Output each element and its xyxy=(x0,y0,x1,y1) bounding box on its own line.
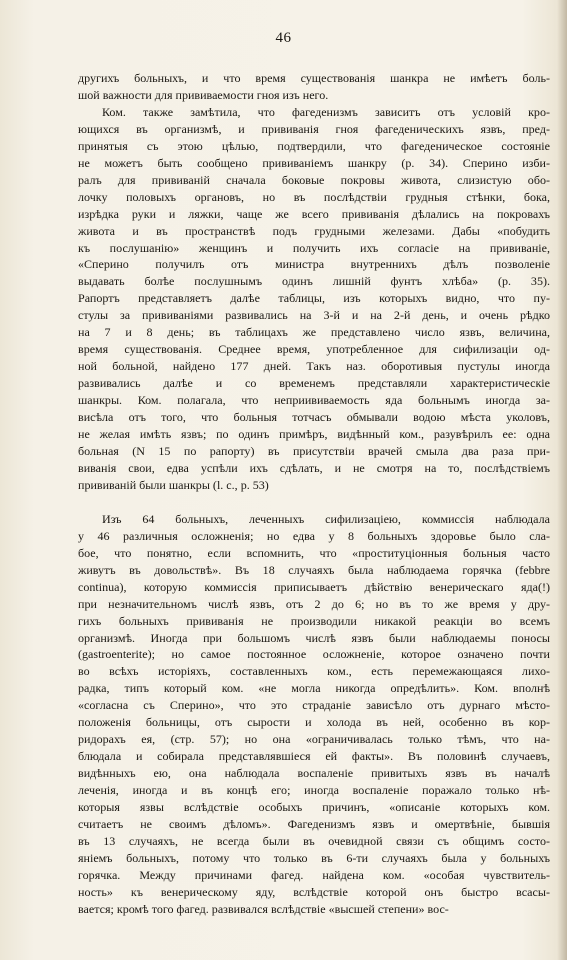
text-line: лочку половыхъ органовъ, но въ послѣдствіи грудныя стѣнки, бока, xyxy=(78,189,550,204)
text-line: ной больной, найдено 177 дней. Такъ наз. оборотивыя пустулы иногда xyxy=(78,359,550,374)
text-line: висѣла отъ того, что больныя тотчасъ обмывали водою мѣста уколовъ, xyxy=(78,410,550,425)
body-text xyxy=(78,70,550,918)
text-line: «согласна съ Сперино», что это страданіе зависѣло отъ дурнаго мѣсто- xyxy=(78,698,550,713)
text-line: горячка. Между причинами фагед. найдена ком. «особая чувствитель- xyxy=(78,867,550,882)
text-line: Ком. также замѣтила, что фагеденизмъ зависитъ отъ условій кро- xyxy=(102,104,550,119)
text-line: радка, типъ который ком. «не могла никогда опредѣлить». Ком. вполнѣ xyxy=(78,681,550,696)
text-line: положенія больницы, отъ сырости и холода въ ней, особенно въ кор- xyxy=(78,715,550,730)
page-edge-shadow xyxy=(557,0,567,960)
text-line: continua), которую коммиссія приписываетъ дѣйствію венерическаго яда(!) xyxy=(78,579,550,594)
text-line: виванія свои, едва успѣли ихъ сдѣлать, и не смотря на то, послѣдствіемъ xyxy=(78,460,550,475)
text-line: «Сперино получилъ отъ министра внутреннихъ дѣлъ позволеніе xyxy=(78,257,550,272)
text-line: которыя язвы вслѣдствіе особыхъ причинъ, «описаніе которыхъ ком. xyxy=(78,800,550,815)
text-line: развивались далѣе и со временемъ представляли характеристическіе xyxy=(78,376,550,391)
text-line: блюдала и собирала представлявшіеся ей факты». Въ половинѣ случаевъ, xyxy=(78,749,550,764)
text-line: яніемъ больныхъ, потому что только въ 6-ти случаяхъ была у больныхъ xyxy=(78,850,550,865)
text-line: гихъ больныхъ прививанія не производили никакой реакціи во всемъ xyxy=(78,613,550,628)
text-line: живутъ въ довольствѣ». Въ 18 случаяхъ была наблюдаема горячка (febbre xyxy=(78,562,550,577)
text-line: принятыя съ этою цѣлью, подтвердили, что фагеденическое состояніе xyxy=(78,138,550,153)
text-line: видѣнныхъ ею, она наблюдала воспаленіе привитыхъ язвъ въ началѣ xyxy=(78,766,550,781)
page-number: 46 xyxy=(275,30,292,46)
text-line: не желая имѣть язвъ; по одинъ примѣръ, видѣнный ком., разувѣрилъ ее: одна xyxy=(78,427,550,442)
text-line: организмѣ. Иногда при большомъ числѣ язвъ были наблюдаемы поносы xyxy=(78,630,550,645)
text-line: шой важности для прививаемости гноя изъ него. xyxy=(78,87,329,102)
text-line: стулы за прививаніями развивались на 3-й и на 2-й день, и очень рѣдко xyxy=(78,308,550,323)
text-line: ралъ для прививаній сначала боковые покровы живота, слизистую обо- xyxy=(78,172,550,187)
text-line: ность» къ венерическому яду, вслѣдствіе которой онъ быстро всасы- xyxy=(78,884,550,899)
paragraph-gap xyxy=(78,494,550,511)
text-line: шанкры. Ком. полагала, что неприививаемость яда больнымъ иногда за- xyxy=(78,393,550,408)
text-line: изрѣдка руки и ляжки, чаще же всего прививанія дѣлались на покровахъ xyxy=(78,206,550,221)
text-line: въ 13 случаяхъ, не всегда были въ очевидной связи съ общимъ состо- xyxy=(78,833,550,848)
text-line: Рапортъ представляетъ далѣе таблицы, изъ которыхъ видно, что пу- xyxy=(78,291,550,306)
text-line: ридорахъ ея, (стр. 57); но она «ограничивалась только тѣмъ, что на- xyxy=(78,732,550,747)
text-line: къ послушанію» женщинъ и получить ихъ согласіе на прививаніе, xyxy=(78,240,550,255)
text-line: ющихся въ организмѣ, и прививанія гноя фагеденическихъ язвъ, пред- xyxy=(78,121,550,136)
text-line: Изъ 64 больныхъ, леченныхъ сифилизаціею, коммиссія наблюдала xyxy=(102,511,550,526)
text-line: во всѣхъ исторіяхъ, составленныхъ ком., есть перемежающаяся лихо- xyxy=(78,664,550,679)
text-line: вается; кромѣ того фагед. развивался вслѣдствіе «высшей степени» вос- xyxy=(78,901,449,916)
text-line: бое, что понятно, если вспомнить, что «проституціонныя больныя часто xyxy=(78,545,550,560)
text-line: не можетъ быть сообщено прививаніемъ шанкру (р. 34). Сперино изби- xyxy=(78,155,550,170)
text-line: леченія, иногда и въ концѣ его; иногда воспаленіе поражало только нѣ- xyxy=(78,783,550,798)
text-line: живота и въ пространствѣ подъ грудными железами. Дабы «побудить xyxy=(78,223,550,238)
text-line: больная (N 15 по рапорту) въ присутствіи врачей смыла два раза при- xyxy=(78,443,550,458)
text-line: время существованія. Среднее время, употребленное для сифилизаціи од- xyxy=(78,342,550,357)
text-line: считаетъ не своимъ дѣломъ». Фагеденизмъ язвъ и омертвѣніе, бывшія xyxy=(78,816,550,831)
text-line: выдавать болѣе послушнымъ одинъ лишній фунтъ хлѣба» (р. 35). xyxy=(78,274,550,289)
text-line: прививаній были шанкры (l. c., р. 53) xyxy=(78,477,269,492)
text-line: другихъ больныхъ, и что время существованія шанкра не имѣетъ боль- xyxy=(78,71,550,85)
text-line: (gastroenterite); но самое постоянное осложненіе, которое означено почти xyxy=(78,647,550,662)
text-line: у 46 различныя осложненія; но едва у 8 больныхъ здоровье было сла- xyxy=(78,528,550,543)
text-line: на 7 и 8 день; въ таблицахъ же представлено число язвъ, величина, xyxy=(78,325,550,340)
text-line: при незначительномъ числѣ язвъ, отъ 2 до 6; но въ то же время у дру- xyxy=(78,596,550,611)
